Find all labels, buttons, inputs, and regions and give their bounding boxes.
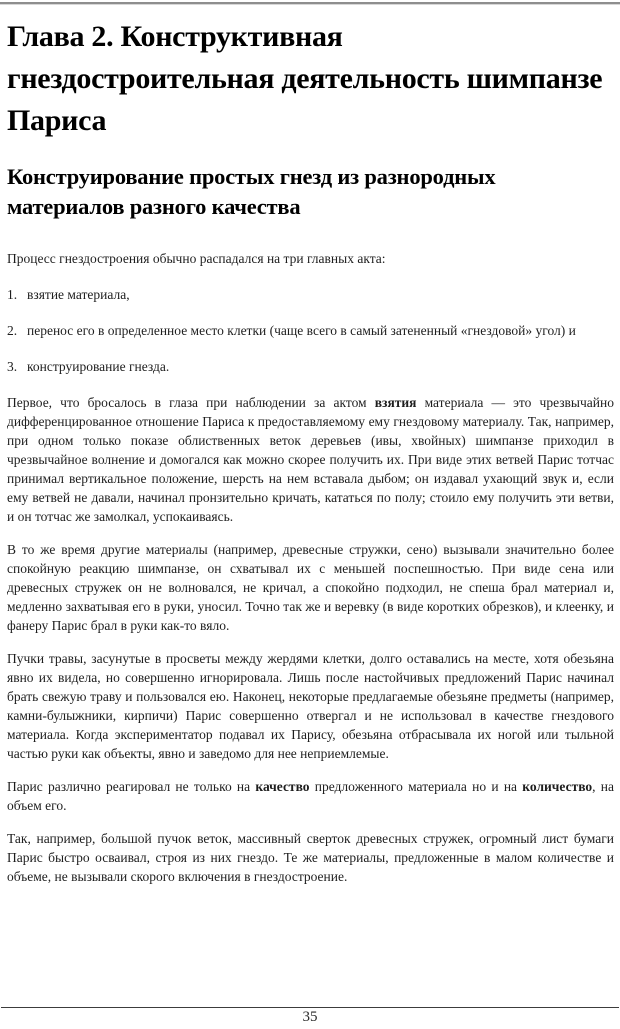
list-item-text: перенос его в определенное место клетки (чаще всего в самый затененный «гнездовой» угол) и [27,323,576,338]
body-paragraphs [7,393,614,886]
chapter-title: Глава 2. Конструктивная гнездостроительная деятельность шимпанзе Париса [7,20,603,137]
page-footer [0,1007,620,1029]
list-item-marker: 2. [7,323,18,338]
bold-text-run: количество [522,779,593,794]
list-item-marker: 1. [7,287,18,302]
list-item-text: взятие материала, [27,287,130,302]
bottom-rule [1,1007,619,1008]
body-paragraph [7,393,614,526]
list-item [7,285,614,304]
list-item [7,357,614,376]
list-item [7,321,614,340]
list-item-text: конструирование гнезда. [27,359,170,374]
page-content [7,4,614,900]
body-paragraph [7,777,614,815]
page-number: 35 [302,1009,318,1025]
text-run: , на объем его. [7,779,614,813]
body-paragraph [7,649,614,763]
body-paragraph [7,540,614,635]
bold-text-run: качество [255,779,310,794]
text-run: Так, например, большой пучок веток, массивный сверток древесных стружек, огромный лист бумаги Парис быстро осваивал, строя из них гнездо. Те же материалы, предложенные в малом количестве и объеме, не вызывали скорого включения в гнездостроение. [7,831,614,884]
bold-text-run: взятия [374,395,417,410]
body-paragraph [7,829,614,886]
list-item-marker: 3. [7,359,18,374]
numbered-list [7,285,614,376]
text-run: Первое, что бросалось в глаза при наблюдении за актом [7,395,375,410]
section-title: Конструирование простых гнезд из разнородных материалов разного качества [7,164,496,219]
text-run: В то же время другие материалы (например, древесные стружки, сено) вызывали значительно более спокойную реакцию шимпанзе, он схватывал их с меньшей поспешностью. При виде сена или древесных стружек он не волновался, не кричал, а спокойно подходил, не спеша брал материал и, медленно захватывая его в руки, уносил. Точно так же и веревку (в виде коротких обрезков), и клеенку, и фанеру Парис брал в руки как-то вяло. [7,542,614,633]
intro-paragraph: Процесс гнездостроения обычно распадался на три главных акта: [7,251,386,266]
text-run: материала — это чрезвычайно дифференцированное отношение Париса к предоставляемому ему гнездовому материалу. Так, например, при одном только показе облиственных веток деревьев (ивы, хвойных) шимпанзе приходил в чрезвычайное волнение и домогался как можно скорее получить их. При виде этих ветвей Парис тотчас принимал вертикальное положение, шерсть на нем вставала дыбом; он издавал ухающий звук и, если ему ветвей не давали, начинал пронзительно кричать, кататься по полу; стоило ему получить эти ветви, и он тотчас же замолкал, успокаиваясь. [7,395,614,524]
text-run: Парис различно реагировал не только на [7,779,256,794]
text-run: Пучки травы, засунутые в просветы между жердями клетки, долго оставались на месте, хотя обезьяна явно их видела, но совершенно игнорировала. Лишь после настойчивых предложений Парис начинал брать свежую траву и пользовался ею. Наконец, некоторые предлагаемые обезьяне предметы (например, камни-булыжники, кирпичи) Парис совершенно отвергал и не использовал в качестве гнездового материала. Когда экспериментатор подавал их Парису, обезьяна отбрасывала их ногой или тыльной частью руки как объекты, явно и заведомо для нее неприемлемые. [7,651,614,761]
text-run: предложенного материала но и на [309,779,523,794]
